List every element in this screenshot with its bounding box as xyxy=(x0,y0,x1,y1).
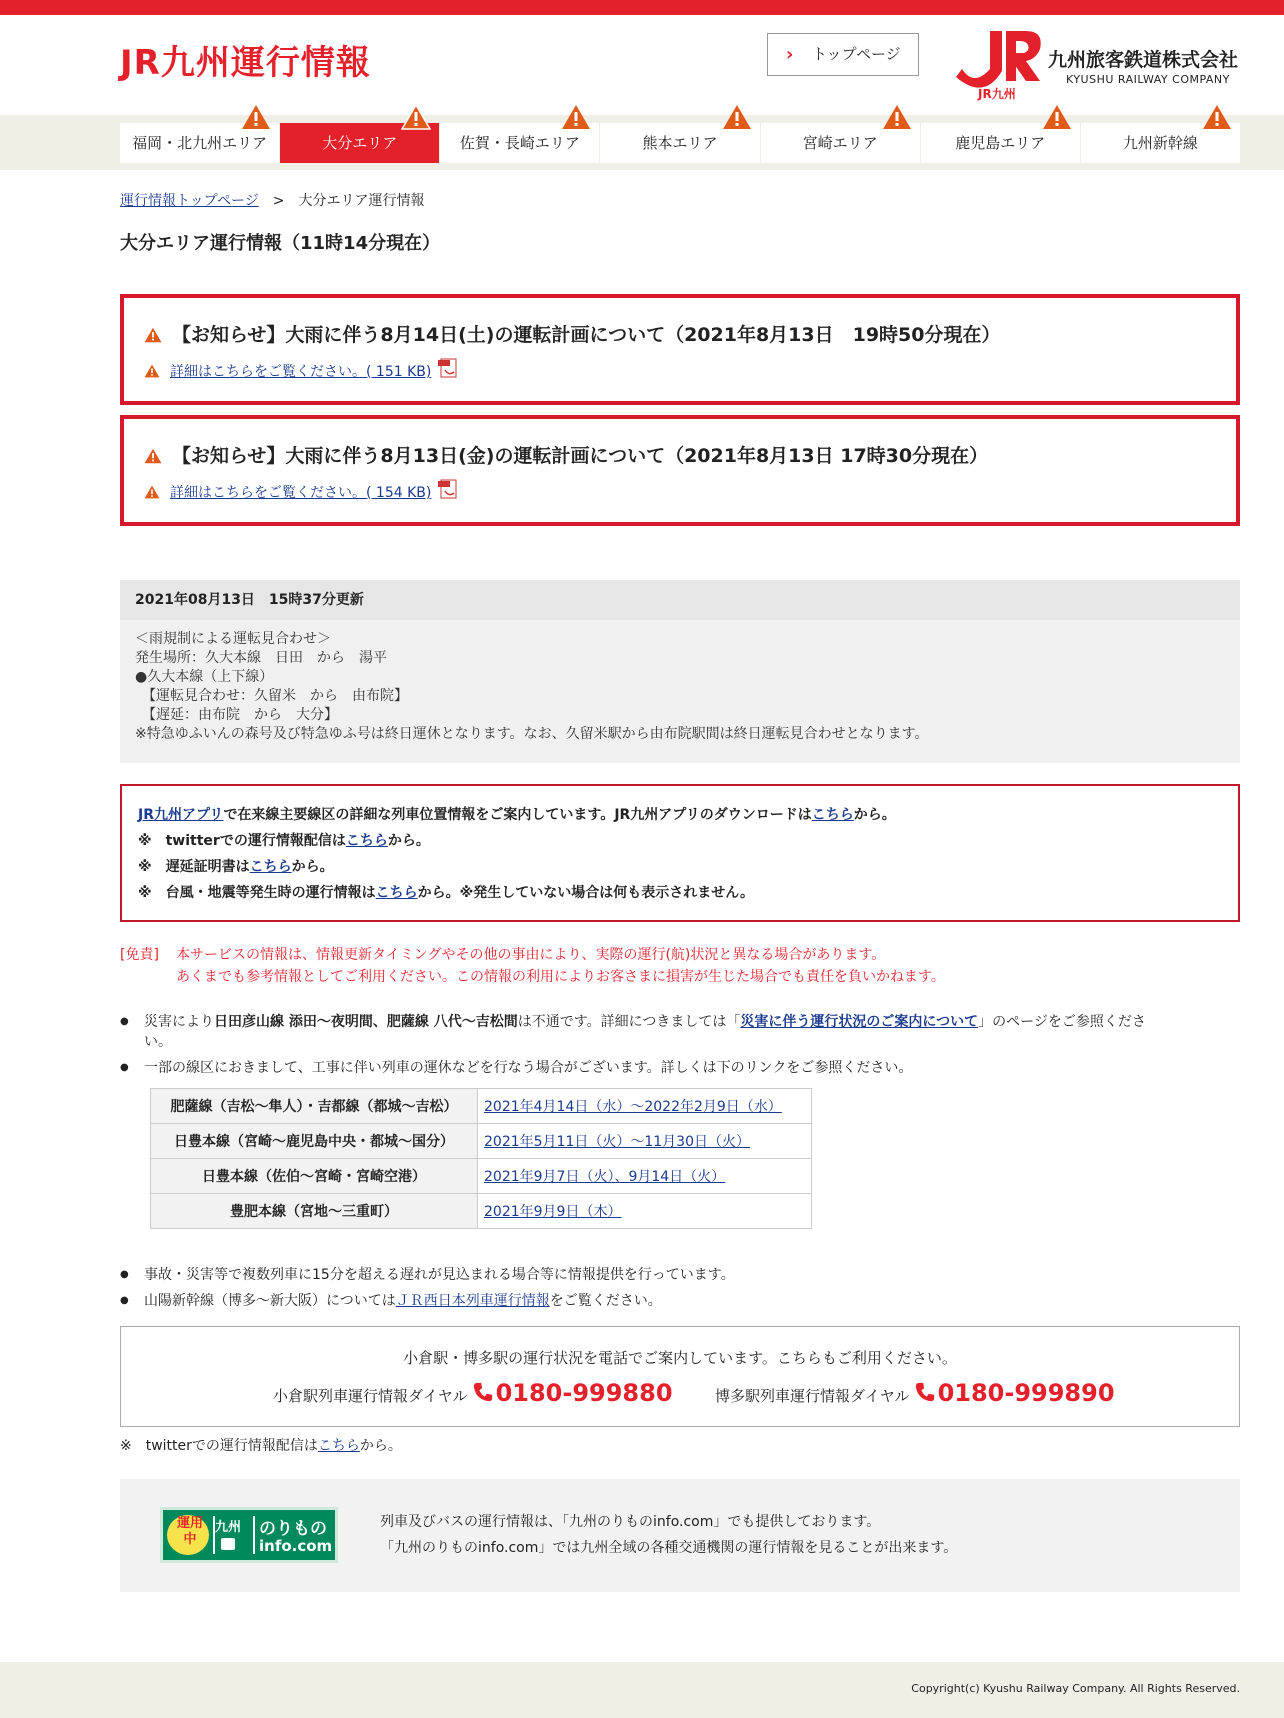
disclaimer xyxy=(120,944,945,988)
table-cell-line: 肥薩線（吉松～隼人）・吉都線（都城～吉松） xyxy=(151,1089,478,1124)
list-item xyxy=(120,1012,1240,1052)
info-bullets-2 xyxy=(120,1262,1240,1314)
status-line: ※特急ゆふいんの森号及び特急ゆふ号は終日運休となります。なお、久留米駅から由布院駅間は終日運転見合わせとなります。 xyxy=(135,726,929,742)
hakata-number-text: 0180-999890 xyxy=(937,1379,1115,1407)
tab-miyazaki[interactable] xyxy=(761,123,920,163)
top-accent-bar xyxy=(0,0,1284,15)
notice-title-text: 【お知らせ】大雨に伴う8月13日(金)の運転計画について（2021年8月13日 17時30分現在） xyxy=(172,445,989,467)
notice-title-text: 【お知らせ】大雨に伴う8月14日(土)の運転計画について（2021年8月13日 19時50分現在） xyxy=(172,324,1001,346)
jr-kyushu-logo[interactable] xyxy=(956,25,1242,103)
kokura-number-text: 0180-999880 xyxy=(495,1379,673,1407)
header xyxy=(0,15,1284,115)
warning-icon xyxy=(144,448,162,464)
typhoon-row xyxy=(138,880,1222,906)
kokura-number[interactable] xyxy=(472,1379,673,1407)
table-row xyxy=(151,1089,812,1124)
notice-title xyxy=(144,320,1001,347)
phone-info-box xyxy=(120,1326,1240,1427)
notice-detail-row xyxy=(144,358,469,381)
badge-kyushu: 九州 xyxy=(215,1520,242,1535)
table-cell-line: 豊肥本線（宮地～三重町） xyxy=(151,1194,478,1229)
list-item xyxy=(120,1288,1240,1314)
construction-table xyxy=(150,1088,812,1229)
warning-icon xyxy=(401,104,431,130)
top-page-button[interactable] xyxy=(767,33,919,76)
twitter-note-link[interactable]: こちら xyxy=(317,1438,360,1454)
bullet-text: は不通です。詳細につきましては「 xyxy=(517,1014,741,1030)
tab-label: 大分エリア xyxy=(322,134,398,152)
from-text: から。 xyxy=(387,833,430,849)
delay-cert-row xyxy=(138,854,1222,880)
tab-label: 福岡・北九州エリア xyxy=(132,134,268,152)
disaster-status-link[interactable]: 災害に伴う運行状況のご案内について xyxy=(740,1014,979,1030)
bullet-text: 災害により xyxy=(144,1014,214,1030)
table-cell-line: 日豊本線（宮崎～鹿児島中央・都城～国分） xyxy=(151,1124,478,1159)
site-title[interactable]: JR九州運行情報 xyxy=(120,43,371,83)
tab-kyushu-shinkansen[interactable] xyxy=(1081,123,1240,163)
footer xyxy=(0,1662,1284,1718)
period-link[interactable]: 2021年9月9日（木） xyxy=(484,1204,622,1220)
warning-icon xyxy=(561,104,591,130)
disclaimer-line: 本サービスの情報は、情報更新タイミングやその他の事由により、実際の運行(航)状況と異なる場合があります。 xyxy=(176,947,886,963)
warning-icon xyxy=(882,104,912,130)
pdf-icon[interactable] xyxy=(437,358,459,378)
table-cell-period xyxy=(478,1194,812,1229)
pdf-icon[interactable] xyxy=(437,479,459,499)
breadcrumb-home-link[interactable]: 運行情報トップページ xyxy=(120,193,259,209)
status-line: ＜雨規制による運転見合わせ＞ xyxy=(135,631,331,647)
norimono-info-panel xyxy=(120,1479,1240,1592)
top-page-label: トップページ xyxy=(812,45,901,63)
app-text: で在来線主要線区の詳細な列車位置情報をご案内しています。JR九州アプリのダウンロードは xyxy=(223,807,812,823)
delay-cert-link[interactable]: こちら xyxy=(249,859,292,875)
status-line: 発生場所：久大本線 日田 から 湯平 xyxy=(135,650,387,666)
notice-title xyxy=(144,441,988,468)
hakata-number[interactable] xyxy=(914,1379,1115,1407)
jr-west-link[interactable]: ＪＲ西日本列車運行情報 xyxy=(395,1293,550,1309)
area-tabs xyxy=(120,123,1240,163)
kokura-label: 小倉駅列車運行情報ダイヤル xyxy=(273,1387,468,1405)
from-text: から。 xyxy=(853,807,896,823)
warning-icon xyxy=(1202,104,1232,130)
table-cell-line: 日豊本線（佐伯～宮崎・宮崎空港） xyxy=(151,1159,478,1194)
warning-icon xyxy=(722,104,752,130)
logo-company-jp: 九州旅客鉄道株式会社 xyxy=(1048,49,1239,71)
disclaimer-label: [免責] xyxy=(120,947,159,963)
bullet-text: い。 xyxy=(144,1034,172,1050)
tab-kagoshima[interactable] xyxy=(921,123,1080,163)
disclaimer-line: あくまでも参考情報としてご利用ください。この情報の利用によりお客さまに損害が生じた場合でも責任を負いかねます。 xyxy=(176,969,945,985)
phone-icon xyxy=(472,1381,494,1403)
tab-label: 鹿児島エリア xyxy=(955,134,1046,152)
list-item xyxy=(120,1262,1240,1288)
jr-kyushu-app-link[interactable]: JR九州アプリ xyxy=(138,807,224,823)
tab-label: 熊本エリア xyxy=(642,134,718,152)
app-download-link[interactable]: こちら xyxy=(811,807,854,823)
notice-box xyxy=(120,415,1240,526)
bullet-text: をご覧ください。 xyxy=(549,1293,662,1309)
warning-icon xyxy=(144,327,162,343)
table-row xyxy=(151,1159,812,1194)
suspended-lines: 日田彦山線 添田～夜明間、肥薩線 八代～吉松間 xyxy=(214,1014,518,1030)
tab-label: 宮崎エリア xyxy=(802,134,878,152)
notice-detail-row xyxy=(144,479,469,502)
typhoon-text: ※ 台風・地震等発生時の運行情報は xyxy=(138,885,376,901)
tab-saga-nagasaki[interactable] xyxy=(440,123,599,163)
twitter-note-tail: から。 xyxy=(359,1438,402,1454)
status-updated: 2021年08月13日 15時37分更新 xyxy=(120,580,1240,620)
badge-info: info.com xyxy=(259,1537,333,1555)
notice-detail-link[interactable]: 詳細はこちらをご覧ください。( 151 KB) xyxy=(170,364,432,380)
bullet-text: 一部の線区におきまして、工事に伴い列車の運休などを行なう場合がございます。詳しくは下のリンクをご参照ください。 xyxy=(144,1060,913,1076)
tab-fukuoka[interactable] xyxy=(120,123,279,163)
app-row xyxy=(138,802,1222,828)
status-line: 【運転見合わせ：久留米 から 由布院】 xyxy=(135,688,408,704)
chevron-right-icon: › xyxy=(786,44,794,65)
notice-detail-link[interactable]: 詳細はこちらをご覧ください。( 154 KB) xyxy=(170,485,432,501)
page-title: 大分エリア運行情報（11時14分現在） xyxy=(120,233,441,254)
twitter-note-text: ※ twitterでの運行情報配信は xyxy=(120,1438,318,1454)
logo-company-en: KYUSHU RAILWAY COMPANY xyxy=(1066,73,1230,86)
phone-icon xyxy=(914,1381,936,1403)
bullet-text: 山陽新幹線（博多～新大阪）については xyxy=(144,1293,396,1309)
tab-kumamoto[interactable] xyxy=(600,123,759,163)
list-item xyxy=(120,1058,1240,1078)
typhoon-tail: から。※発生していない場合は何も表示されません。 xyxy=(417,885,755,901)
table-cell-period xyxy=(478,1089,812,1124)
kokura-dial xyxy=(273,1379,673,1407)
period-link[interactable]: 2021年5月11日（火）～11月30日（火） xyxy=(484,1134,750,1150)
hakata-dial xyxy=(715,1379,1115,1407)
badge-unyochu: 運用中 xyxy=(176,1516,203,1547)
logo-jr-kyushu-text: JR九州 xyxy=(978,87,1016,101)
status-panel xyxy=(120,580,1240,763)
tab-oita[interactable] xyxy=(280,123,439,163)
info-bullets xyxy=(120,1012,1240,1078)
table-cell-period xyxy=(478,1159,812,1194)
norimono-info-banner[interactable] xyxy=(160,1507,338,1563)
status-line: 【遅延：由布院 から 大分】 xyxy=(135,707,338,723)
copyright: Copyright(c) Kyushu Railway Company. All Rights Reserved. xyxy=(911,1682,1240,1695)
delay-cert-text: ※ 遅延証明書は xyxy=(138,859,250,875)
twitter-note xyxy=(120,1435,402,1455)
bullet-text: 事故・災害等で複数列車に15分を超える遅れが見込まれる場合等に情報提供を行っています。 xyxy=(144,1267,735,1283)
tab-label: 九州新幹線 xyxy=(1122,134,1198,152)
table-row xyxy=(151,1124,812,1159)
table-cell-period xyxy=(478,1124,812,1159)
table-row xyxy=(151,1194,812,1229)
notice-box xyxy=(120,294,1240,405)
warning-icon xyxy=(144,364,160,378)
breadcrumb-separator: > xyxy=(272,193,285,209)
twitter-row xyxy=(138,828,1222,854)
from-text: から。 xyxy=(291,859,334,875)
period-link[interactable]: 2021年9月7日（火）、9月14日（火） xyxy=(484,1169,726,1185)
warning-icon xyxy=(144,485,160,499)
breadcrumb xyxy=(120,190,424,210)
badge-norimono: のりもの xyxy=(259,1519,327,1539)
hakata-label: 博多駅列車運行情報ダイヤル xyxy=(715,1387,910,1405)
breadcrumb-current: 大分エリア運行情報 xyxy=(298,193,425,209)
status-line: ●久大本線（上下線） xyxy=(135,669,274,685)
bullet-text: 」のページをご参照くださ xyxy=(978,1014,1146,1030)
norimono-text xyxy=(380,1509,957,1561)
warning-icon xyxy=(241,104,271,130)
status-body xyxy=(120,620,1240,754)
norimono-line: 列車及びバスの運行情報は、「九州のりものinfo.com」でも提供しております。 xyxy=(380,1514,881,1530)
tab-label: 佐賀・長崎エリア xyxy=(459,134,580,152)
twitter-text: ※ twitterでの運行情報配信は xyxy=(138,833,346,849)
period-link[interactable]: 2021年4月14日（水）～2022年2月9日（水） xyxy=(484,1099,782,1115)
twitter-link[interactable]: こちら xyxy=(345,833,388,849)
app-info-box xyxy=(120,784,1240,922)
norimono-line: 「九州のりものinfo.com」では九州全域の各種交通機関の運行情報を見ることが出来ます。 xyxy=(380,1540,958,1556)
warning-icon xyxy=(1042,104,1072,130)
typhoon-link[interactable]: こちら xyxy=(375,885,418,901)
phone-message: 小倉駅・博多駅の運行状況を電話でご案内しています。こちらもご利用ください。 xyxy=(403,1349,957,1367)
